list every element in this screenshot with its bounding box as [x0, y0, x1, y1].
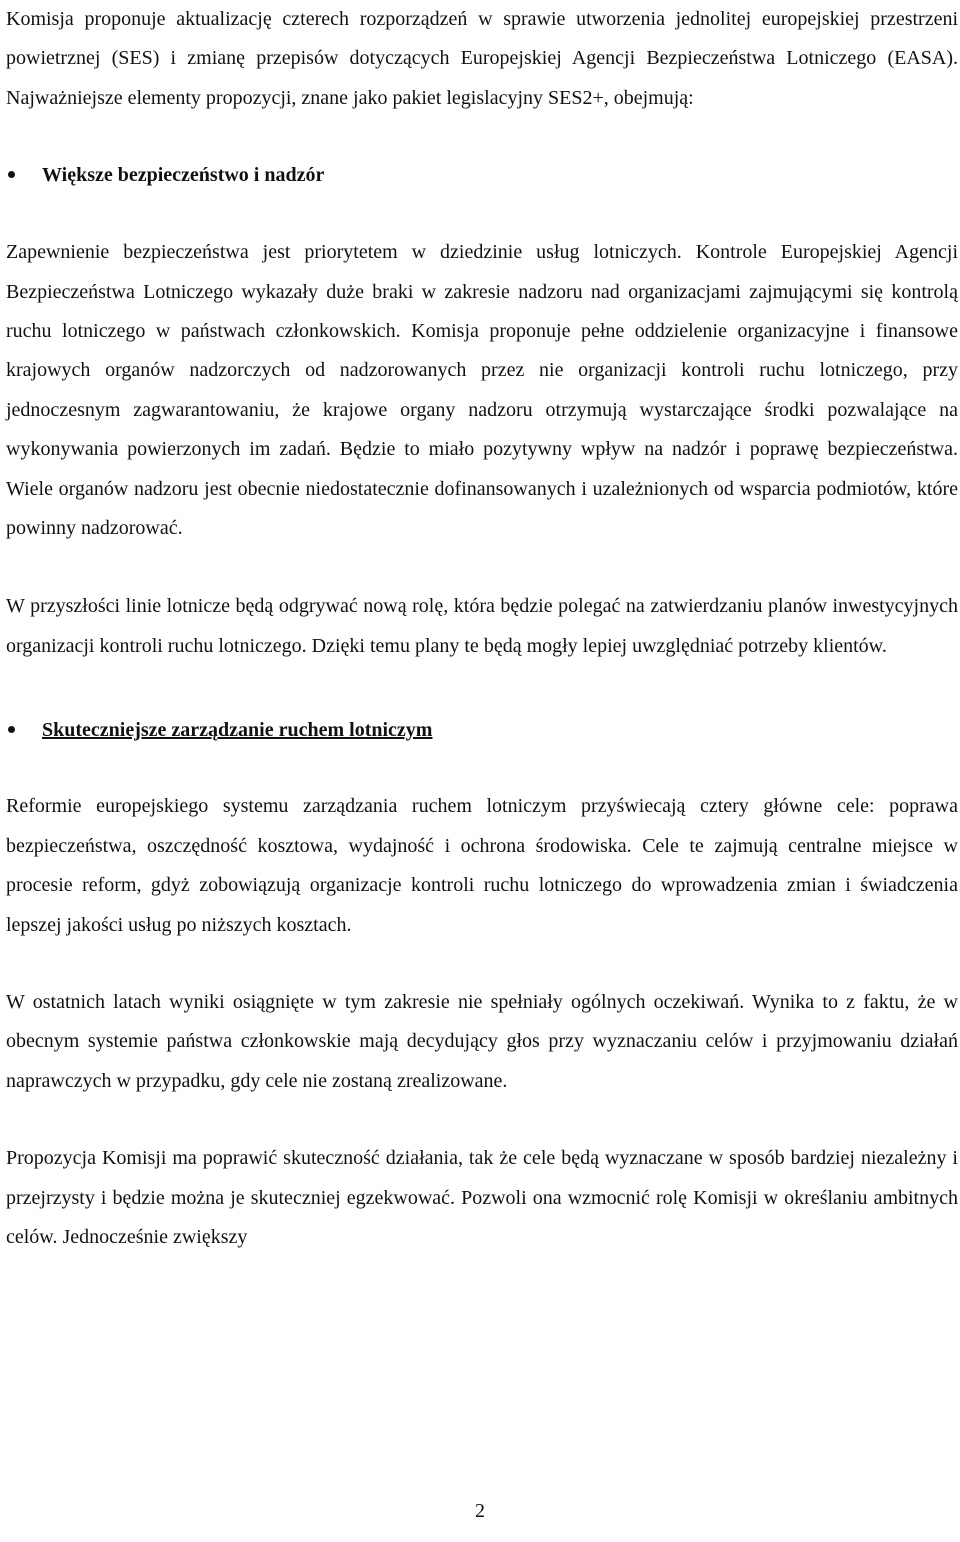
section-heading-text: Skuteczniejsze zarządzanie ruchem lotniczym — [42, 719, 433, 742]
paragraph-airlines-role: W przyszłości linie lotnicze będą odgrywać nową rolę, która będzie polegać na zatwierdzaniu planów inwestycyjnych organizacji kontroli ruchu lotniczego. Dzięki temu plany te będą mogły lepiej uwzględniać potrzeby klientów. — [6, 595, 958, 657]
document-page — [6, 0, 958, 1257]
page-number: 2 — [475, 1500, 485, 1522]
paragraph-reform-goals: Reformie europejskiego systemu zarządzania ruchem lotniczym przyświecają cztery główne cele: poprawa bezpieczeństwa, oszczędność kosztowa, wydajność i ochrona środowiska. Cele te zajmują centralne miejsce w procesie reform, gdyż zobowiązują organizacje kontroli ruchu lotniczego do wprowadzenia zmian i świadczenia lepszej jakości usług po niższych kosztach. — [6, 795, 958, 936]
section-heading-safety — [6, 155, 958, 195]
paragraph-safety-oversight: Zapewnienie bezpieczeństwa jest priorytetem w dziedzinie usług lotniczych. Kontrole Europejskiej Agencji Bezpieczeństwa Lotniczego wykazały duże braki w zakresie nadzoru nad organizacjami zajmującymi się kontrolą ruchu lotniczego w państwach członkowskich. Komisja proponuje pełne oddzielenie organizacyjne i finansowe krajowych organów nadzorczych od nadzorowanych przez nie organizacji kontroli ruchu lotniczego, przy jednoczesnym zagwarantowaniu, że krajowe organy nadzoru otrzymują wystarczające środki pozwalające na wykonywania powierzonych im zadań. Będzie to miało pozytywny wpływ na nadzór i poprawę bezpieczeństwa. Wiele organów nadzoru jest obecnie niedostatecznie dofinansowanych i uzależnionych od wsparcia podmiotów, które powinny nadzorować. — [6, 241, 958, 540]
intro-paragraph: Komisja proponuje aktualizację czterech rozporządzeń w sprawie utworzenia jednolitej europejskiej przestrzeni powietrznej (SES) i zmianę przepisów dotyczących Europejskiej Agencji Bezpieczeństwa Lotniczego (EASA). Najważniejsze elementy propozycji, znane jako pakiet legislacyjny SES2+, obejmują: — [6, 8, 958, 109]
section-heading-atm — [6, 710, 958, 750]
paragraph-commission-proposal: Propozycja Komisji ma poprawić skuteczność działania, tak że cele będą wyznaczane w sposób bardziej niezależny i przejrzysty i będzie można je skuteczniej egzekwować. Pozwoli ona wzmocnić rolę Komisji w określaniu ambitnych celów. Jednocześnie zwiększy — [6, 1147, 958, 1248]
paragraph-recent-results: W ostatnich latach wyniki osiągnięte w tym zakresie nie spełniały ogólnych oczekiwań. Wynika to z faktu, że w obecnym systemie państwa członkowskie mają decydujący głos przy wyznaczaniu celów i przyjmowaniu działań naprawczych w przypadku, gdy cele nie zostaną zrealizowane. — [6, 990, 958, 1092]
section-heading-text: Większe bezpieczeństwo i nadzór — [42, 164, 325, 187]
